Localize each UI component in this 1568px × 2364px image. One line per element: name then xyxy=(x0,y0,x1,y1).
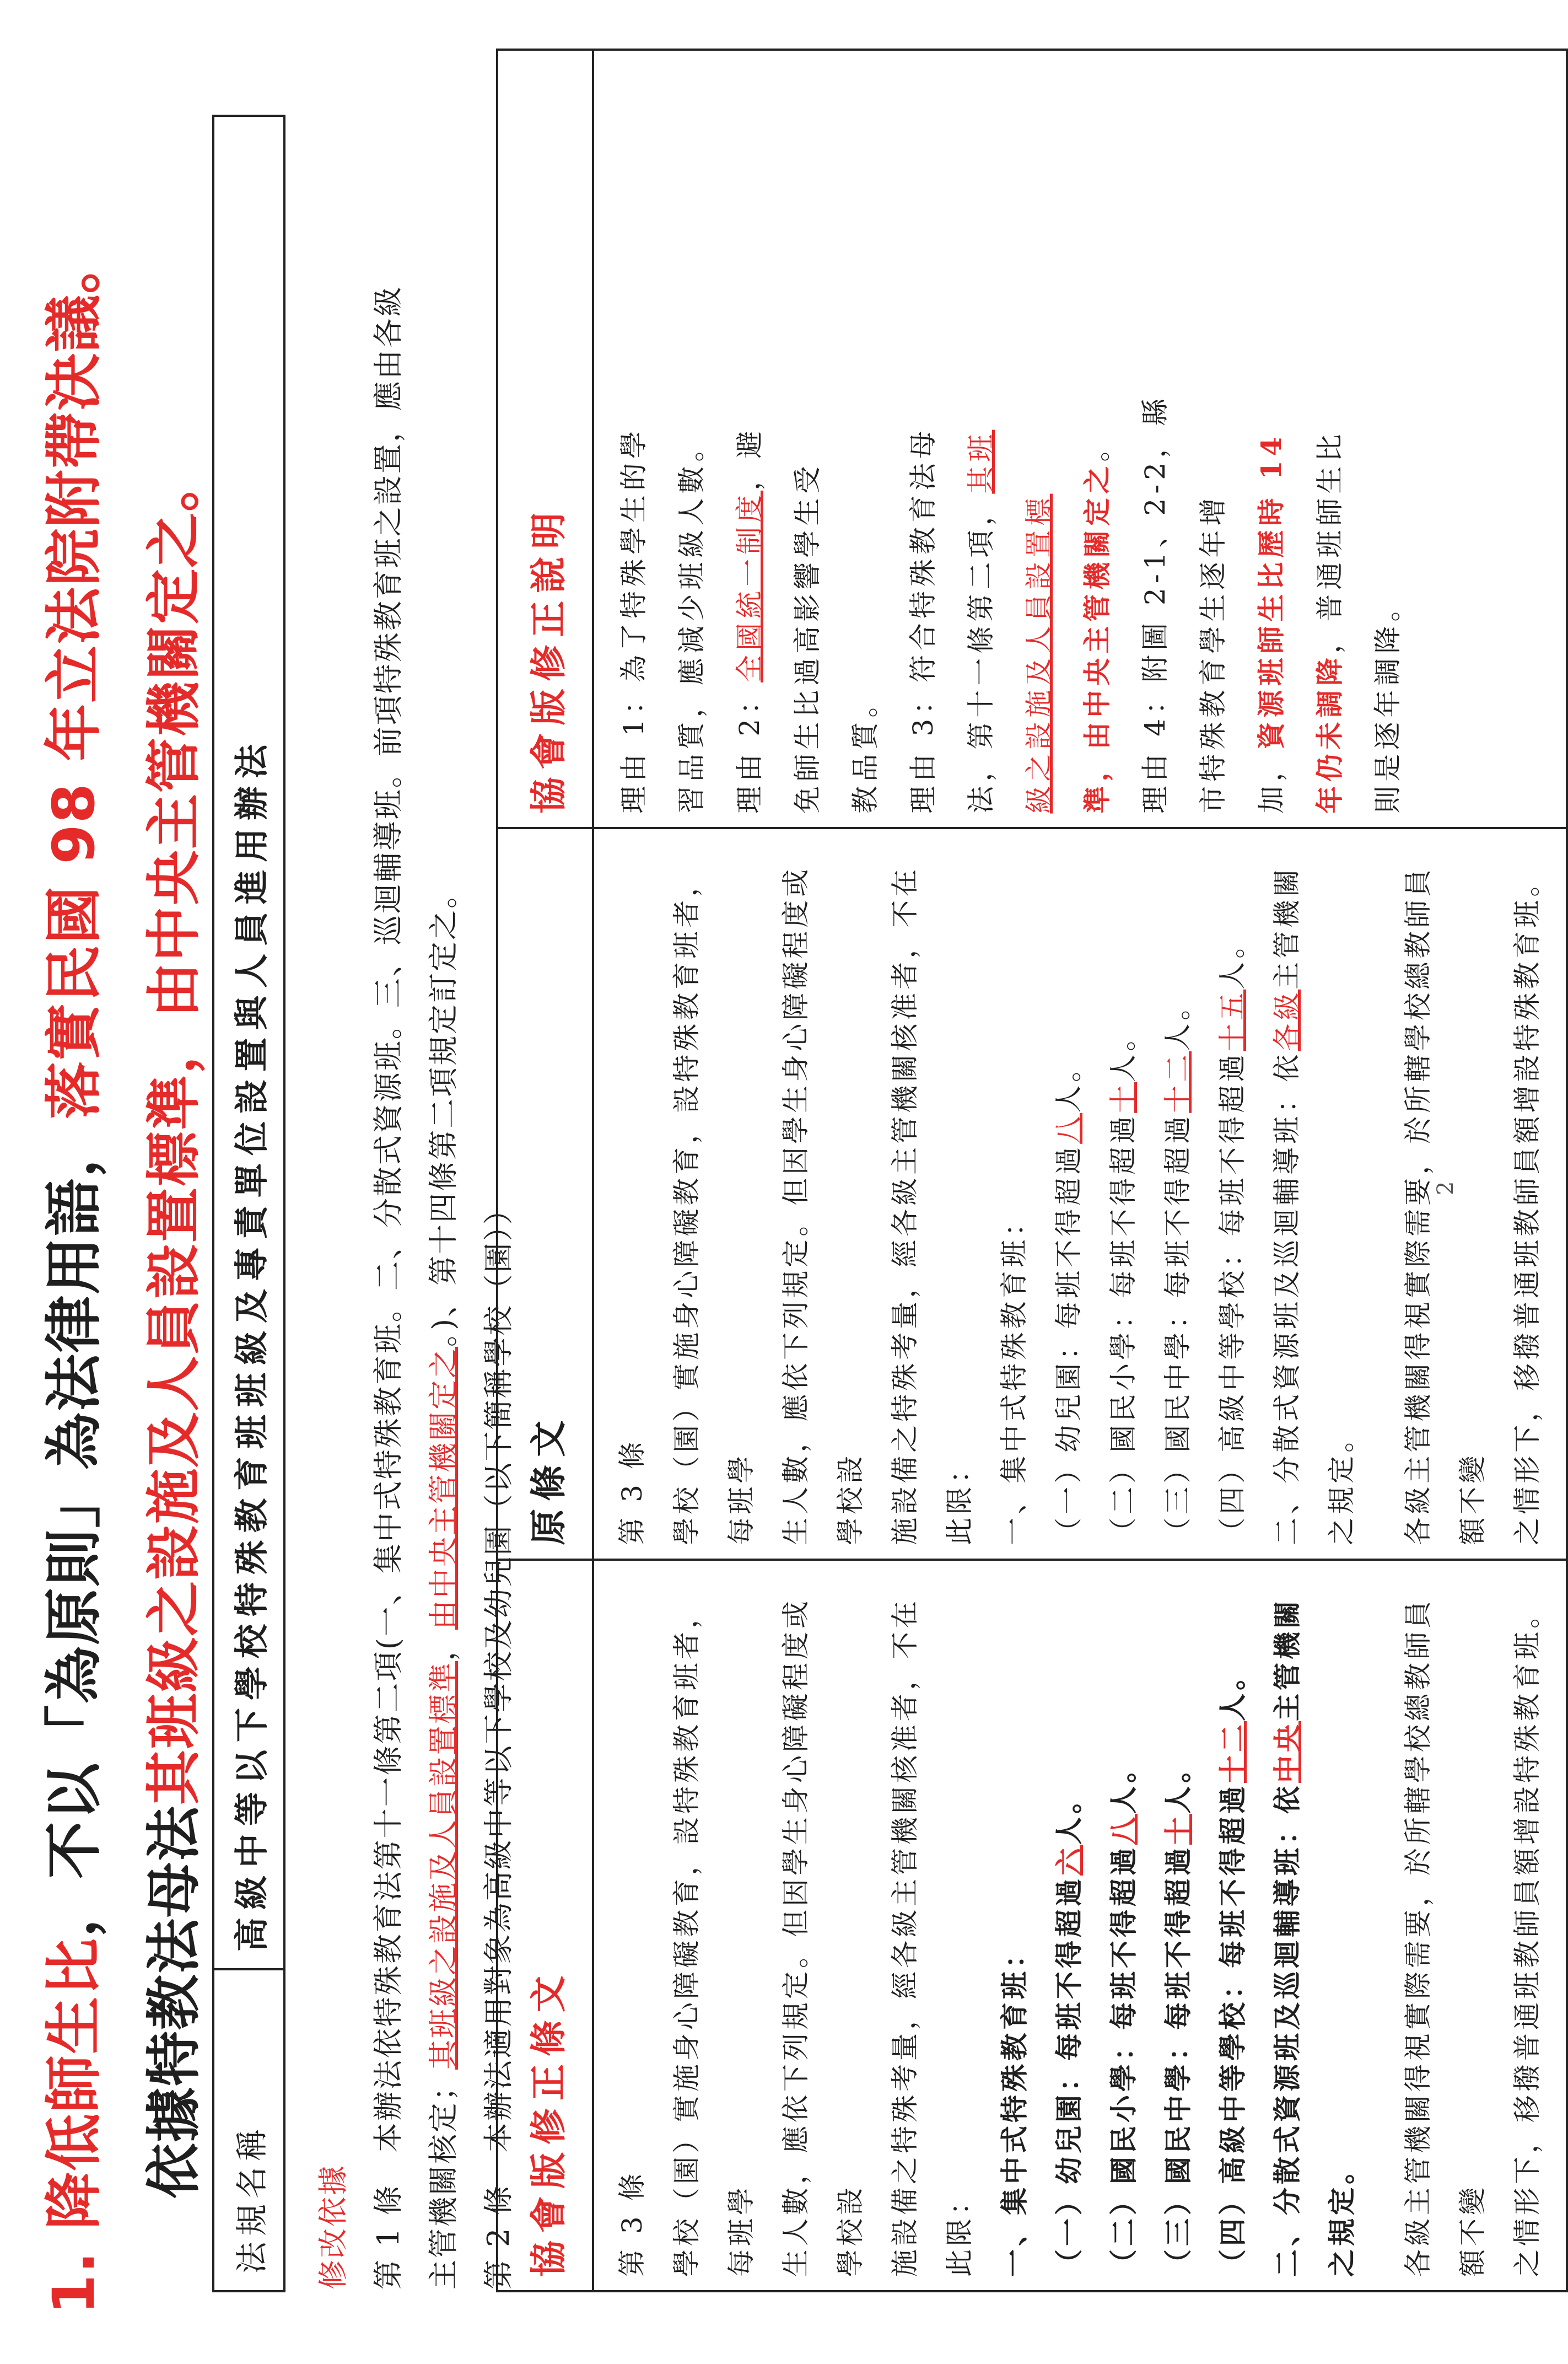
reason-3c-red: 級之設施及人員設置標 xyxy=(1023,493,1055,814)
law-name-label: 法規名稱 xyxy=(213,1969,284,2291)
reason-2c: 教品質。 xyxy=(849,685,881,814)
original-i1-unit: 人。 xyxy=(1053,1051,1085,1113)
original-spacer xyxy=(1369,842,1391,1545)
reason-4c-red: 資源班師生比歷時 14 xyxy=(1255,432,1287,750)
revised-item-3 xyxy=(1151,1574,1205,2277)
title2-suffix: 。 xyxy=(142,455,206,512)
reason-3c xyxy=(1010,64,1068,814)
revised-i2-num: 八 xyxy=(1107,1814,1140,1845)
original-t2: 之情形下，移撥普通班教師員額增設特殊教育班。 xyxy=(1511,866,1543,1545)
basis-art1b-pre: 主管機關核定； xyxy=(426,2070,461,2290)
revised-s2 xyxy=(1260,1574,1369,2277)
original-p3: 施設備之特殊考量，經各級主管機關核准者，不在此限： xyxy=(889,866,976,1545)
reason-cell xyxy=(593,50,1567,828)
comparison-table xyxy=(496,49,1568,2292)
reason-4d-post: ，普通班師生比 xyxy=(1314,429,1346,654)
reason-4b: 市特殊教育學生逐年增 xyxy=(1197,493,1229,814)
revised-s1: 一、集中式特殊教育班： xyxy=(998,1937,1031,2277)
title1-prefix: 1. 降低師生比 xyxy=(40,1937,107,2314)
revised-t1: 各級主管機關得視實際需要，於所轄學校總教師員額不變 xyxy=(1402,1598,1489,2277)
reason-4d xyxy=(1301,64,1359,814)
revised-i1-num: 六 xyxy=(1053,1845,1085,1876)
original-p1: 學校（園）實施身心障礙教育，設特殊教育班者，每班學 xyxy=(671,866,757,1545)
revised-t2: 之情形下，移撥普通班教師員額增設特殊教育班。 xyxy=(1511,1598,1543,2277)
revised-i4-text: （四）高級中等學校：每班不得超過 xyxy=(1216,1783,1249,2277)
original-item-2 xyxy=(1096,842,1151,1545)
reason-3b-red: 其班 xyxy=(965,429,997,494)
revised-item-1 xyxy=(1042,1574,1096,2277)
original-item-1 xyxy=(1042,842,1096,1545)
original-i4-text: （四）高級中等學校：每班不得超過 xyxy=(1216,1051,1248,1545)
original-i3-unit: 人。 xyxy=(1162,989,1194,1051)
amendment-basis xyxy=(306,84,526,2290)
reason-3b xyxy=(952,64,1010,814)
revised-item-2 xyxy=(1096,1574,1151,2277)
title1-suffix: 落實民國 98 年立法院附帶決議。 xyxy=(40,235,107,1119)
revised-i1-unit: 人。 xyxy=(1053,1783,1085,1845)
revised-s2-b: 主管機關之規定。 xyxy=(1271,1598,1358,2277)
reason-4d-red: 年仍未調降 xyxy=(1313,653,1346,814)
reason-4e: 則是逐年調降。 xyxy=(1372,589,1404,814)
original-article xyxy=(593,828,1567,1560)
reason-2a-pre: 理由 2： xyxy=(734,682,766,814)
original-p2: 生人數，應依下列規定。但因學生身心障礙程度或學校設 xyxy=(780,866,866,1545)
original-column-header xyxy=(497,828,593,1560)
basis-heading: 修改依據 xyxy=(316,2164,351,2290)
revised-article xyxy=(593,1560,1567,2291)
title2-prefix: 依據特教法母法 xyxy=(142,1805,206,2199)
reason-4c xyxy=(1242,64,1301,814)
original-art-no: 第 3 條 xyxy=(616,1438,648,1545)
reason-2b: 免師生比過高影響學生受 xyxy=(791,461,823,814)
revised-item-4 xyxy=(1205,1574,1260,2277)
title2-red: 其班級之設施及人員設置標準，由中央主管機關定之 xyxy=(142,512,206,1805)
reason-2a-red: 全國統一制度 xyxy=(734,490,766,683)
original-i1-text: （一）幼兒園：每班不得超過 xyxy=(1053,1143,1085,1545)
revised-header-text: 協會版修正條文 xyxy=(526,1968,570,2277)
original-i3-num: 十二 xyxy=(1162,1051,1194,1113)
revised-i4-num: 十二 xyxy=(1216,1721,1249,1783)
original-header-text: 原條文 xyxy=(526,1412,570,1545)
reason-3a: 理由 3：符合特殊教育法母 xyxy=(907,426,939,814)
original-i4-unit: 人。 xyxy=(1216,927,1248,990)
reason-3b-pre: 法，第十一條第二項， xyxy=(965,493,997,814)
revised-p3: 施設備之特殊考量，經各級主管機關核准者，不在此限： xyxy=(889,1598,976,2277)
reason-header-text: 協會版修正說明 xyxy=(526,504,570,814)
reason-2a xyxy=(721,64,779,814)
reason-1a: 理由 1：為了特殊學生的學 xyxy=(618,426,650,814)
basis-art1b-mid: ， xyxy=(426,1630,461,1661)
original-i2-text: （二）國民小學：每班不得超過 xyxy=(1107,1113,1139,1545)
original-i2-unit: 人。 xyxy=(1107,1020,1139,1082)
revised-i3-unit: 人。 xyxy=(1162,1752,1194,1814)
revised-i1-text: （一）幼兒園：每班不得超過 xyxy=(1053,1876,1085,2277)
original-i2-num: 十 xyxy=(1107,1082,1139,1113)
reason-1b: 習品質，應減少班級人數。 xyxy=(676,429,708,814)
original-s2-a: 二、分散式資源班及巡迴輔導班：依 xyxy=(1271,1051,1303,1545)
original-i3-text: （三）國民中學：每班不得超過 xyxy=(1162,1113,1194,1545)
reason-column-header xyxy=(497,50,593,828)
revised-art-no: 第 3 條 xyxy=(616,2170,648,2277)
basis-article-1b xyxy=(416,84,471,2290)
original-s2-red: 各級 xyxy=(1271,989,1303,1051)
reason-3d-post: 。 xyxy=(1081,429,1113,462)
reason-3d-red: 準，由中央主管機關定之 xyxy=(1081,461,1113,814)
basis-art1b-red1: 其班級之設施及人員設置標準 xyxy=(426,1661,461,2070)
law-name-table xyxy=(212,115,285,2292)
revised-p2: 生人數，應依下列規定。但因學生身心障礙程度或學校設 xyxy=(780,1598,866,2277)
revised-i3-text: （三）國民中學：每班不得超過 xyxy=(1162,1845,1194,2277)
page-title xyxy=(28,26,110,2314)
original-i4-num: 十五 xyxy=(1216,989,1248,1051)
revised-spacer xyxy=(1369,1574,1391,2277)
law-name-value: 高級中等以下學校特殊教育班班級及專責單位設置與人員進用辦法 xyxy=(213,116,284,1969)
basis-art1b-post: 。)、第十四條第二項規定訂定之。 xyxy=(426,877,461,1347)
reason-4c-pre: 加， xyxy=(1256,749,1287,814)
original-s1: 一、集中式特殊教育班： xyxy=(998,1205,1030,1545)
revised-i2-text: （二）國民小學：每班不得超過 xyxy=(1107,1845,1140,2277)
reason-2a-post: ，避 xyxy=(734,426,766,491)
basis-article-1a: 第 1 條 本辦法依特殊教育法第十一條第二項(一、集中式特殊教育班。二、分散式資源班。三、巡迴輔導班。前項特殊教育班之設置，應由各級 xyxy=(371,285,406,2290)
page-subtitle xyxy=(130,49,209,2199)
title1-middle: ，不以「為原則」為法律用語， xyxy=(40,1119,107,1937)
reason-3d xyxy=(1068,64,1127,814)
revised-i4-unit: 人。 xyxy=(1216,1659,1249,1721)
revised-p1: 學校（園）實施身心障礙教育，設特殊教育班者，每班學 xyxy=(671,1598,757,2277)
basis-art1b-red2: 由中央主管機關定之 xyxy=(426,1347,461,1630)
original-i1-num: 八 xyxy=(1053,1113,1085,1144)
revised-column-header xyxy=(497,1560,593,2291)
revised-i3-num: 十 xyxy=(1162,1814,1194,1845)
original-item-3 xyxy=(1151,842,1205,1545)
basis-article-2: 第 2 條 本辦法適用對象為高級中等以下學校及幼兒園（以下簡稱學校（園）） xyxy=(481,1193,516,2290)
original-s2 xyxy=(1260,842,1369,1545)
reason-4a: 理由 4：附圖 2-1、2-2，縣 xyxy=(1139,394,1171,814)
original-item-4 xyxy=(1205,842,1260,1545)
revised-s2-a: 二、分散式資源班及巡迴輔導班：依 xyxy=(1271,1783,1303,2277)
original-s2-b: 主管機關之規定。 xyxy=(1271,866,1357,1545)
page-number: 2 xyxy=(1433,1181,1458,1195)
revised-s2-red: 中央 xyxy=(1271,1721,1303,1783)
revised-i2-unit: 人。 xyxy=(1107,1752,1140,1814)
original-t1: 各級主管機關得視實際需要，於所轄學校總教師員額不變 xyxy=(1402,866,1489,1545)
